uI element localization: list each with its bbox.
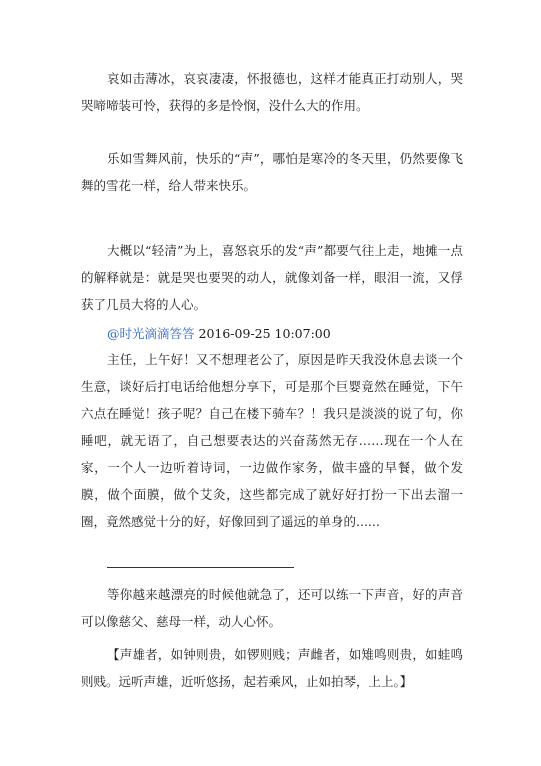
paragraph-joy: 乐如雪舞风前，快乐的“声”，哪怕是寒冷的冬天里，仍然要像飞舞的雪花一样，给人带来快乐。 [81,151,463,193]
comment-body: 主任，上午好！又不想理老公了，原因是昨天我没休息去谈一个生意，谈好后打电话给他想分享下，可是那个巨婴竟然在睡觉，下午六点在睡觉！孩子呢？自己在楼下骑车？！我只是淡淡的说了句，你睡吧，就无语了，自己想要表达的兴奋荡然无存……现在一个人在家，一个人一边听着诗词，一边做作家务，做丰盛的早餐，做个发膜，做个面膜，做个艾灸，这些都完成了就好好打扮一下出去溜一圈，竟然感觉十分的好，好像回到了遥远的单身的...... [81,352,463,529]
paragraph-quote: 【声雄者，如钟则贵，如锣则贱；声雌者，如雉鸣则贵，如蛙鸣则贱。远听声雄，近听悠扬，起若乘风，止如拍琴，上上。】 [81,647,463,689]
comment-username[interactable]: @时光滴滴答答 [107,326,195,341]
paragraph-qingqing: 大概以“轻清”为上，喜怒哀乐的发“声”都要气往上走，地摊一点的解释就是：就是哭也要哭的动人，就像刘备一样，眼泪一流，又俘获了几员大将的人心。 [81,243,463,312]
comment-meta [107,324,331,344]
comment-timestamp: 2016-09-25 10:07:00 [198,326,331,341]
section-divider [107,567,294,568]
paragraph-voice: 等你越来越漂亮的时候他就急了，还可以练一下声音，好的声音可以像慈父、慈母一样，动人心怀。 [81,587,463,629]
paragraph-sorrow: 哀如击薄冰，哀哀凄凄，怀报德也，这样才能真正打动别人，哭哭啼啼装可怜，获得的多是怜悯，没什么大的作用。 [81,71,463,113]
